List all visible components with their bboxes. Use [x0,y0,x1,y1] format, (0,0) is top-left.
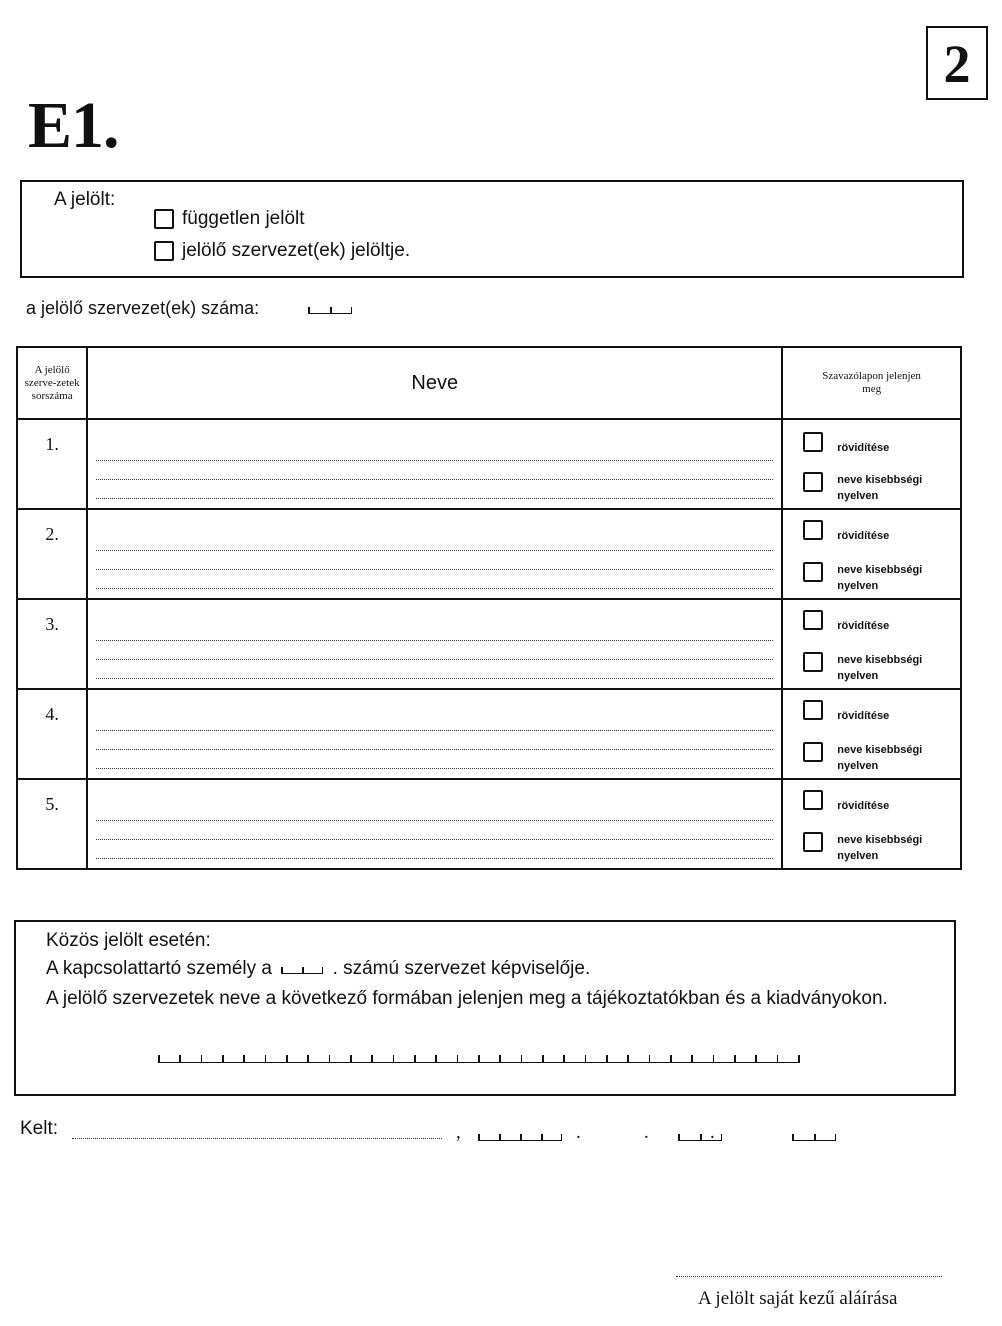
signature-label: A jelölt saját kezű aláírása [698,1288,898,1309]
slot-tick [201,1055,203,1062]
date-dot-2: . [644,1122,649,1143]
row-number: 3. [17,599,87,689]
table-row [17,419,961,509]
slot-tick [542,1055,544,1062]
organizations-table [16,346,962,870]
minority-name-checkbox[interactable] [803,472,823,492]
name-field[interactable] [87,599,782,689]
row-number: 4. [17,689,87,779]
ballot-options [782,599,961,689]
ballot-options [782,509,961,599]
header-ballot: Szavazólapon jelenjen meg [782,347,961,419]
slot-tick [457,1055,459,1062]
candidate-label: A jelölt: [54,189,116,210]
date-month-field[interactable] [678,1128,722,1141]
contact-text-after: . számú szervezet képviselője. [332,958,591,979]
abbreviation-checkbox[interactable] [803,700,823,720]
slot-tick [649,1055,651,1062]
row-number: 1. [17,419,87,509]
signature-field[interactable] [676,1262,942,1277]
abbreviation-checkbox[interactable] [803,610,823,630]
header-name: Neve [87,347,782,419]
org-count-field[interactable] [308,301,352,314]
slot-tick [585,1055,587,1062]
kelt-comma: , [456,1122,461,1143]
independent-checkbox[interactable] [154,209,174,229]
contact-org-number-field[interactable] [281,961,323,974]
option-independent[interactable] [154,208,305,230]
abbreviation-label: rövidítése [837,800,890,812]
joint-names-field[interactable] [158,1048,800,1063]
slot-tick [563,1055,565,1062]
minority-name-label: neve kisebbségi nyelven [837,834,923,862]
org-nominee-checkbox[interactable] [154,241,174,261]
joint-names-line: A jelölő szervezetek neve a következő formában jelenjen meg a tájékoztatókban és a kiadványokon. [46,988,888,1009]
row-number: 2. [17,509,87,599]
abbreviation-checkbox[interactable] [803,432,823,452]
slot-tick [670,1055,672,1062]
minority-name-checkbox[interactable] [803,742,823,762]
name-field[interactable] [87,689,782,779]
slot-tick [286,1055,288,1062]
org-count-row [26,298,352,319]
slot-tick [755,1055,757,1062]
slot-tick [691,1055,693,1062]
header-number: A jelölő szerve-zetek sorszáma [17,347,87,419]
slot-tick [777,1055,779,1062]
abbreviation-label: rövidítése [837,530,890,542]
minority-name-checkbox[interactable] [803,562,823,582]
org-count-label: a jelölő szervezet(ek) száma: [26,298,260,318]
minority-name-checkbox[interactable] [803,832,823,852]
abbreviation-checkbox[interactable] [803,790,823,810]
minority-name-label: neve kisebbségi nyelven [837,564,923,592]
slot-tick [627,1055,629,1062]
slot-tick [243,1055,245,1062]
date-day-field[interactable] [792,1128,836,1141]
name-field[interactable] [87,779,782,869]
org-nominee-label: jelölő szervezet(ek) jelöltje. [182,240,411,261]
minority-name-label: neve kisebbségi nyelven [837,654,923,682]
table-row [17,599,961,689]
form-code: E1. [28,89,119,162]
ballot-options [782,689,961,779]
kelt-label: Kelt: [20,1118,59,1139]
slot-tick [222,1055,224,1062]
abbreviation-checkbox[interactable] [803,520,823,540]
abbreviation-label: rövidítése [837,710,890,722]
joint-title: Közös jelölt esetén: [46,930,211,951]
minority-name-label: neve kisebbségi nyelven [837,474,923,502]
slot-tick [734,1055,736,1062]
slot-tick [499,1055,501,1062]
slot-tick [393,1055,395,1062]
table-row [17,779,961,869]
name-field[interactable] [87,419,782,509]
slot-tick [798,1055,800,1062]
date-dot-3: . [710,1122,715,1143]
minority-name-checkbox[interactable] [803,652,823,672]
page-number: 2 [926,26,988,100]
joint-contact-line [46,958,590,980]
option-org-nominee[interactable] [154,240,410,262]
table-row [17,509,961,599]
name-field[interactable] [87,509,782,599]
row-number: 5. [17,779,87,869]
slot-tick [435,1055,437,1062]
ballot-options [782,419,961,509]
slot-tick [478,1055,480,1062]
slot-tick [307,1055,309,1062]
slot-tick [371,1055,373,1062]
slot-tick [158,1055,160,1062]
slot-tick [414,1055,416,1062]
slot-tick [521,1055,523,1062]
date-dot-1: . [576,1122,581,1143]
slot-tick [350,1055,352,1062]
ballot-options [782,779,961,869]
contact-text-before: A kapcsolattartó személy a [46,958,272,979]
independent-label: független jelölt [182,208,305,229]
slot-tick [265,1055,267,1062]
abbreviation-label: rövidítése [837,620,890,632]
minority-name-label: neve kisebbségi nyelven [837,744,923,772]
slot-tick [179,1055,181,1062]
abbreviation-label: rövidítése [837,442,890,454]
slot-tick [606,1055,608,1062]
kelt-place-field[interactable] [72,1124,442,1139]
date-year-field[interactable] [478,1128,562,1141]
slot-tick [713,1055,715,1062]
slot-tick [329,1055,331,1062]
table-row [17,689,961,779]
